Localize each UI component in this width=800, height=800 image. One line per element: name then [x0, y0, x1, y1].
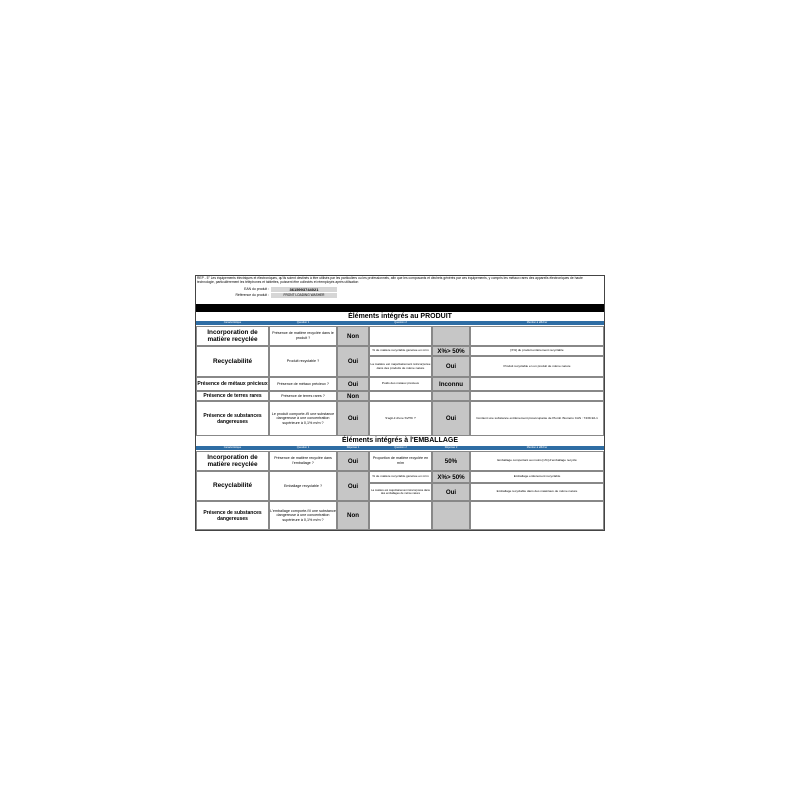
produit-row-a2a: X%> 50% [432, 346, 470, 356]
header-question-2: Question 2 [369, 321, 432, 325]
emballage-row-a1: Non [337, 501, 369, 530]
header-question-2: Question 2 [369, 446, 432, 450]
produit-row-q1: Présence de matière recyclée dans le produit ? [269, 326, 337, 346]
black-separator [196, 304, 604, 312]
header-reponse-1 [337, 321, 369, 325]
emballage-row-a2b: Oui [432, 483, 470, 501]
produit-row-a2b: Oui [432, 356, 470, 377]
emballage-title: Éléments intégrés à l'EMBALLAGE [341, 437, 459, 444]
produit-row-a2 [432, 326, 470, 346]
emballage-row-a2a: X%> 50% [432, 471, 470, 483]
produit-row-a1: Non [337, 391, 369, 401]
emballage-row-q1: Présence de matière recyclée dans l'emballage ? [269, 451, 337, 471]
produit-row-q2 [369, 326, 432, 346]
produit-row-q1: Produit recyclable ? [269, 346, 337, 377]
ref-value: FRONT LOADING WASHER [271, 293, 337, 298]
emballage-row-q1: Emballage recyclable ? [269, 471, 337, 501]
emballage-row-a2 [432, 501, 470, 530]
produit-row-label: Incorporation de matière recyclée [196, 326, 269, 346]
produit-row-mention: Contient une substance extrêmement préoccupante de Plomb /Numéro CAS : 7439-92-1 [470, 401, 604, 436]
emballage-row-label: Recyclabilité [196, 471, 269, 501]
emballage-row-label: Présence de substances dangereuses [196, 501, 269, 530]
header-caracteristique: Caractéristique [196, 446, 269, 450]
produit-row-q1: Présence de métaux précieux ? [269, 377, 337, 391]
header-mention: Mention à afficher [470, 321, 604, 325]
produit-row-q2: Poids des métaux précieux [369, 377, 432, 391]
ean-value: 3615993744021 [271, 287, 337, 292]
header-reponse-1: Réponse 1 [337, 446, 369, 450]
header-mention: Mention à afficher [470, 446, 604, 450]
produit-row-a2: Inconnu [432, 377, 470, 391]
header-question-1: Question 1 [269, 446, 337, 450]
header-caracteristique: Caractéristique [196, 321, 269, 325]
ean-label: EAN du produit : [244, 287, 269, 291]
produit-row-label: Présence de métaux précieux [196, 377, 269, 391]
emballage-row-label: Incorporation de matière recyclée [196, 451, 269, 471]
emballage-row-mention-a: Emballage entièrement recyclable [470, 471, 604, 483]
emballage-row-a1: Oui [337, 451, 369, 471]
produit-row-q2a: % de matière recyclable générée en m/m [369, 346, 432, 356]
rep-notice: REP - 5° Les équipements électriques et électroniques, qu'ils soient destinés à être utilisés par les particuliers ou les professionnels, afin que les composants et déchets générés par ces équipements, y compris les métaux rares des appareils électroniques de haute technologie, particulièrement les téléphones et tablettes, puissent être collectés et réemployés après utilisation [197, 276, 583, 285]
produit-row-a2 [432, 391, 470, 401]
produit-row-q2 [369, 391, 432, 401]
produit-row-label: Présence de substances dangereuses [196, 401, 269, 436]
emballage-row-q1: L'emballage comporte-t'il une substance dangereuse à une concentration supérieure à 0,1% m/m ? [269, 501, 337, 530]
produit-row-label: Présence de terres rares [196, 391, 269, 401]
emballage-row-mention: Emballage comportant au moins [x%] d'emballage recyclé [470, 451, 604, 471]
produit-row-mention-a: [X%] du produit entièrement recyclable [470, 346, 604, 356]
produit-row-mention [470, 391, 604, 401]
produit-row-a1: Oui [337, 401, 369, 436]
emballage-row-mention [470, 501, 604, 530]
produit-row-a1: Oui [337, 377, 369, 391]
emballage-row-a1: Oui [337, 471, 369, 501]
produit-row-mention [470, 326, 604, 346]
produit-row-q2b: La matière est majoritairement réincorporée dans des produits de même nature [369, 356, 432, 377]
emballage-row-q2: Proportion de matière recyclée en m/m [369, 451, 432, 471]
emballage-row-q2 [369, 501, 432, 530]
produit-row-a1: Oui [337, 346, 369, 377]
emballage-row-mention-b: Emballage recyclable dans des matériaux de même nature [470, 483, 604, 501]
produit-title: Éléments intégrés au PRODUIT [348, 313, 452, 320]
emballage-row-q2a: % de matière recyclable générée en m/m [369, 471, 432, 483]
produit-row-a2: Oui [432, 401, 470, 436]
header-reponse-2: Réponse 2 [432, 446, 470, 450]
emballage-row-q2b: La matière est majoritairement réincorporée dans des emballages de même nature [369, 483, 432, 501]
produit-row-label: Recyclabilité [196, 346, 269, 377]
produit-row-q1: Présence de terres rares ? [269, 391, 337, 401]
produit-row-mention-b: Produit recyclable en un produit de même nature [470, 356, 604, 377]
header-question-1: Question 1 [269, 321, 337, 325]
emballage-row-a2: 50% [432, 451, 470, 471]
produit-row-q1: Le produit comporte-t'il une substance dangereuse à une concentration supérieure à 0,1% m/m ? [269, 401, 337, 436]
produit-row-q2: S'agit-il d'une SVHC ? [369, 401, 432, 436]
header-reponse-2 [432, 321, 470, 325]
produit-row-mention [470, 377, 604, 391]
ref-label: Référence du produit : [235, 293, 269, 297]
produit-row-a1: Non [337, 326, 369, 346]
